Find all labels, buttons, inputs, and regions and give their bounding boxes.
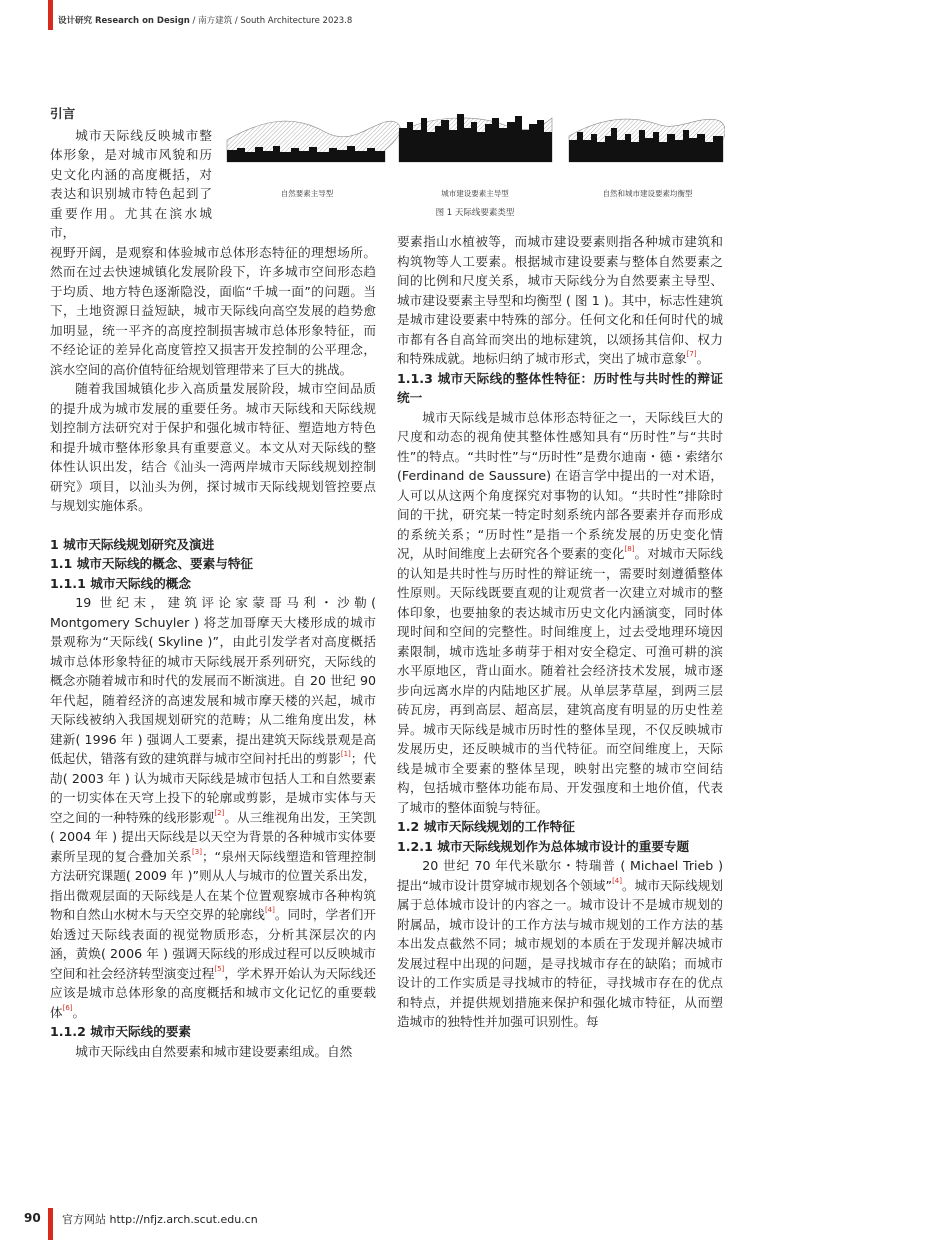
- section-1-1-2-heading: 1.1.2 城市天际线的要素: [50, 1024, 191, 1039]
- right-column: [397, 232, 723, 1032]
- header-accent-bar: [48, 0, 53, 30]
- section-1-1-3-heading: 1.1.3 城市天际线的整体性特征：历时性与共时性的辩证统一: [397, 370, 723, 405]
- section-1-1-2-continued: 要素指山水植被等，而城市建设要素则指各种城市建筑和构筑物等人工要素。根据城市建设要素与整体自然要素之间的比例和尺度关系，城市天际线分为自然要素主导型、城市建设要素主导型和均衡型 ( 图 1 )。其中，标志性建筑是城市建设要素中特殊的部分。任何文化和任何时代的城市都有各自高耸而突出的地标建筑，以颂扬其信仰、权力和特殊成就。地标归纳了城市形式，突出了城市意象[7]。: [397, 234, 723, 366]
- figure-caption-2: 城市建设要素主导型: [441, 189, 509, 198]
- section-1-2-heading: 1.2 城市天际线规划的工作特征: [397, 819, 575, 834]
- section-1-heading: 1 城市天际线规划研究及演进: [50, 536, 215, 552]
- intro-paragraph-2: 随着我国城镇化步入高质量发展阶段，城市空间品质的提升成为城市发展的重要任务。城市天际线和天际线规划控制方法研究对于保护和强化城市特征、塑造地方特色和提升城市整体形象具有重要意义。本文从对天际线的整体性认识出发，结合《汕头一湾两岸城市天际线规划控制研究》项目，以汕头为例，探讨城市天际线规划管控要点与规划实施体系。: [50, 381, 376, 513]
- citation-2: [2]: [214, 808, 225, 817]
- journal-name: 设计研究 Research on Design: [58, 16, 190, 26]
- section-1-1-1-heading: 1.1.1 城市天际线的概念: [50, 575, 191, 591]
- page-number: 90: [24, 1211, 41, 1225]
- figure-caption-1: 自然要素主导型: [280, 189, 334, 198]
- citation-5: [5]: [214, 964, 225, 973]
- panel-construction-dominant: [399, 114, 552, 162]
- citation-3: [3]: [192, 847, 202, 856]
- citation-8: [8]: [624, 545, 635, 553]
- citation-6: [6]: [62, 1003, 73, 1012]
- intro-heading: 引言: [50, 106, 76, 121]
- intro-paragraph-wrapped: 城市天际线反映城市整体形象，是对城市风貌和历史文化内涵的高度概括，对表达和识别城市特色起到了重要作用。尤其在滨水城市，: [50, 127, 212, 240]
- section-1-2-1-heading: 1.2.1 城市天际线规划作为总体城市设计的重要专题: [397, 838, 690, 854]
- citation-1: [1]: [340, 750, 351, 758]
- citation-9: [4]: [612, 876, 622, 885]
- section-1-1-1-body: 19 世纪末，建筑评论家蒙哥马利・沙勒( Montgomery Schuyler ) 将芝加哥摩天大楼形成的城市景观称为“天际线( Skyline )”，由此引发学者对高度概括城市总体形象特征的城市天际线展开系列研究，天际线的概念亦随着城市和时代的发展而不断演进。自 20 世纪 90 年代起，随着经济的高速发展和城市摩天楼的兴起，城市天际线被纳入我国规划研究的范畴；从二维角度出发，林建新( 1996 年 ) 强调人工要素，提出建筑天际线景观是高低起伏，错落有致的建筑群与城市空间衬托出的剪影[1]；代劼( 2003 年 ) 认为城市天际线是城市包括人工和自然要素的一切实体在天穹上投下的轮廓或剪影，是城市实体与天空之间的一种特殊的线形影观[2]。从三维视角出发，王笑凯( 2004 年 ) 提出天际线是以天空为背景的各种城市实体要素所呈现的复合叠加关系[3]；“泉州天际线塑造和管理控制方法研究课题( 2009 年 )”则从人与城市的位置关系出发，指出微观层面的天际线是人在某个位置观察城市各种构筑物和自然山水树木与天空交界的轮廓线[4]。同时，学者们开始透过天际线表面的视觉物质形态，分析其深层次的内涵，黄焕( 2006 年 ) 强调天际线的形成过程可以反映城市空间和社会经济转型演变过程[5]，学术界开始认为天际线还应该是城市总体形象的高度概括和城市文化记忆的重要载体[6]。: [50, 595, 377, 1020]
- section-1-1-3-body: 城市天际线是城市总体形态特征之一，天际线巨大的尺度和动态的视角使其整体性感知具有“历时性”与“共时性”的特点。“共时性”与“历时性”是费尔迪南・德・索绪尔 (Ferdinand de Saussure) 在语言学中提出的一对术语，人可以从这两个角度探究对事物的认知。“共时性”排除时间的干扰，研究某一特定时刻系统内部各要素并存而形成的系统关系；“历时性”是指一个系统发展的历史变化情况，从时间维度上去研究各个要素的变化[8]。对城市天际线的认知是共时性与历时性的辩证统一，需要时刻遵循整体性原则。天际线既要直观的让观赏者一次建立对城市的整体印象，也要抽象的表达城市历史文化内涵演变，同时体现时间和空间的完整性。时间维度上，过去受地理环境因素限制，城市选址多萌芽于相对安全稳定、可渔可耕的滨水平原地区，背山面水。随着社会经济技术发展，城市逐步向远离水岸的内陆地区扩展。从单层茅草屋，到两三层砖瓦房，再到高层、超高层，建筑高度有明显的历史性差异。城市天际线是城市历时性的整体呈现，不仅反映城市发展历史，还反映城市的当代特征。而空间维度上，天际线是城市全要素的整体呈现，映射出完整的城市空间结构，包括城市整体功能布局、开发强度和土地价值，代表了城市的整体面貌与特征。: [397, 409, 724, 815]
- figure-title: 图 1 天际线要素类型: [435, 208, 515, 218]
- footer-accent-bar: [48, 1208, 53, 1240]
- website-link[interactable]: 官方网站 http://nfjz.arch.scut.edu.cn: [62, 1213, 258, 1226]
- section-1-1-heading: 1.1 城市天际线的概念、要素与特征: [50, 556, 254, 571]
- citation-4: [4]: [264, 906, 275, 914]
- section-1-1-2-body: 城市天际线由自然要素和城市建设要素组成。自然: [75, 1043, 353, 1059]
- intro-paragraph-rest: 视野开阔，是观察和体验城市总体形态特征的理想场所。然而在过去快速城镇化发展阶段下，许多城市空间形态趋于均质、地方特色逐渐隐没，面临“千城一面”的问题。当下，土地资源日益短缺，城市天际线向高空发展的趋势愈加明显，统一平齐的高度控制损害城市总体形象特征，而不经论证的差异化高度管控又损害开发控制的公平理念，滨水空间的高价值特征给规划管理带来了巨大的挑战。: [50, 244, 376, 377]
- journal-issue: / 南方建筑 / South Architecture 2023.8: [189, 16, 353, 26]
- left-column: [50, 104, 376, 1061]
- panel-balanced: [569, 119, 725, 162]
- figure-caption-3: 自然和城市建设要素均衡型: [602, 189, 693, 198]
- section-1-2-1-body: 20 世纪 70 年代米歇尔・特瑞普 ( Michael Trieb ) 提出“城市设计贯穿城市规划各个领域”[4]。城市天际线规划属于总体城市设计的内容之一。城市设计不是城市规划的附属品，城市设计的工作方法与城市规划的工作方法的基本出发点截然不同；城市规划的本质在于发现并解决城市发展过程中出现的问题，是寻找城市存在的缺陷；而城市设计的工作实质是寻找城市的特征，寻找城市存在的优点和特点，并提供规划措施来保护和强化城市特征，从而塑造城市的独特性并加强可识别性。每: [397, 858, 723, 1029]
- citation-7: [7]: [686, 350, 697, 358]
- running-header: [58, 14, 352, 26]
